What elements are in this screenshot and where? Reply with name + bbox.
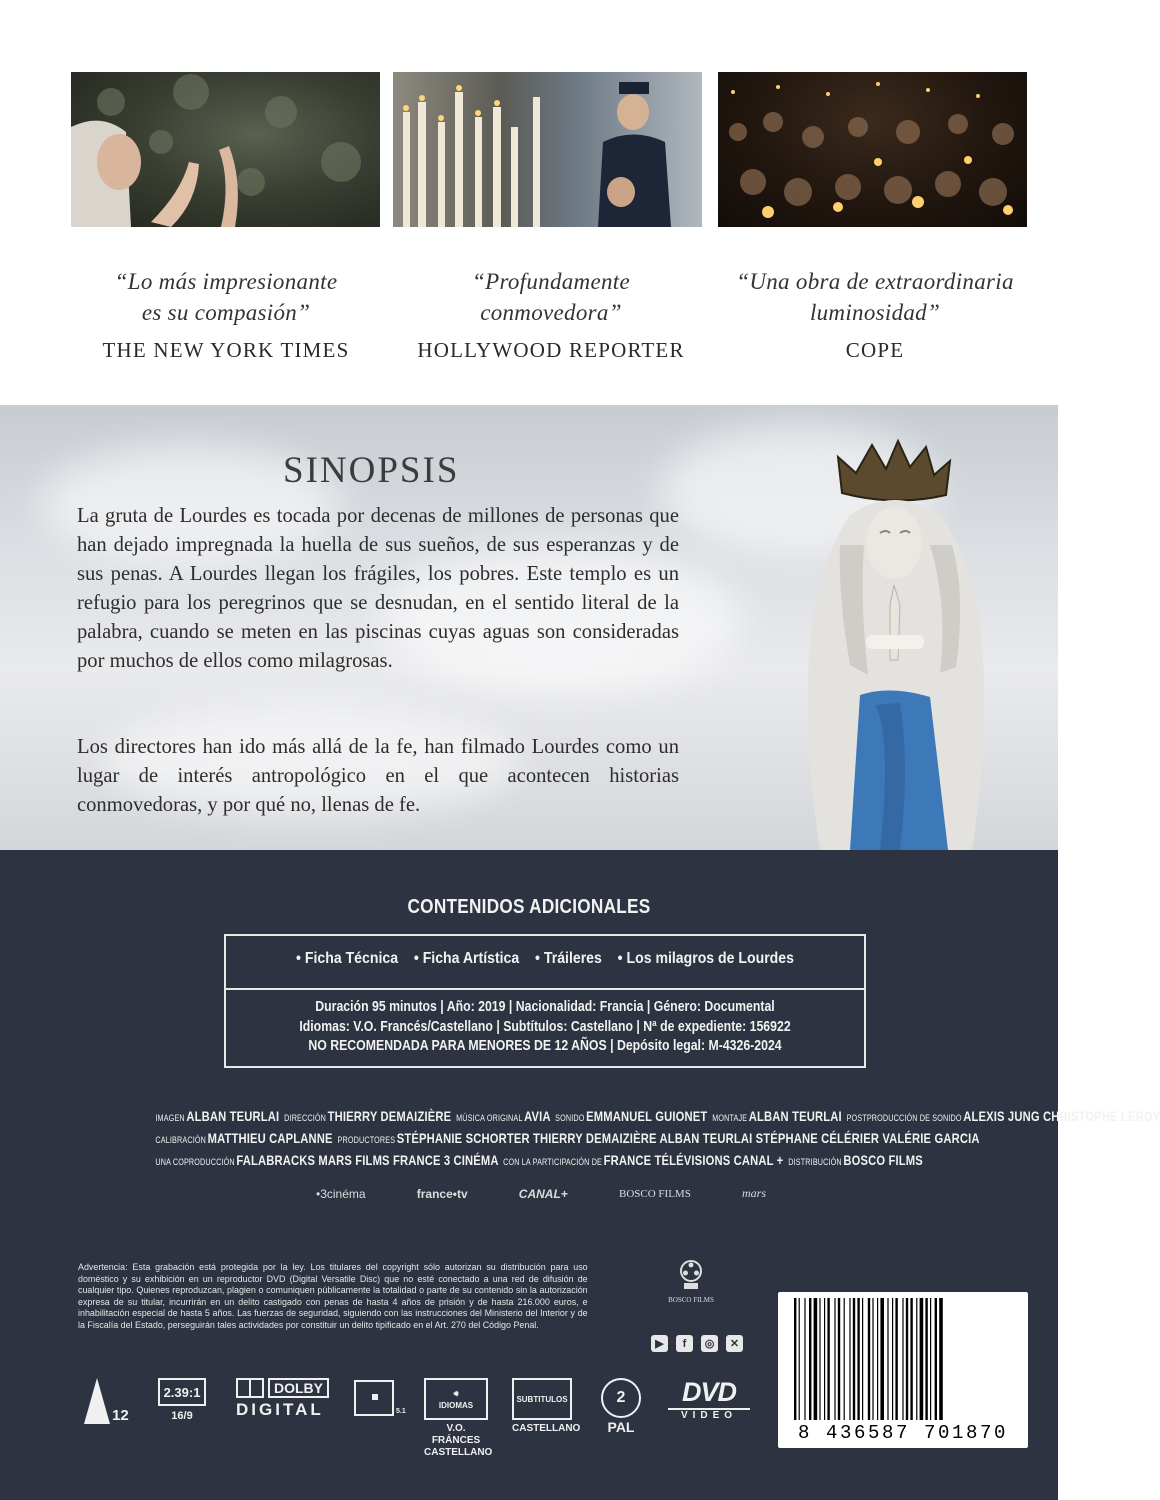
back-cover-info-panel <box>0 850 1160 1500</box>
subtitulos-label: SUBTITULOS <box>512 1378 572 1420</box>
barcode-bar <box>930 1298 931 1420</box>
photo-candle-vigil-crowd <box>718 72 1027 227</box>
film-reel-icon <box>678 1260 704 1290</box>
copyright-warning: Advertencia: Esta grabación está protegida por la ley. Los titulares del copyright sólo autorizan su distribución para uso doméstico y su exhibición en un reproductor DVD (Digital Versatile Disc) que no esté conectado a una red de difusión de cualquier tipo. Quienes reproduzcan, plagien o comuniquen públicamente la totalidad o parte de su contenido sin la autorización expresa de su titular, incurrirán en un delito castigado con penas de hasta 4 años de prisión y de hasta 216.000 euros, e inhabilitación especial de hasta 5 años. Las fuerzas de seguridad, siguiendo con las instrucciones del Ministerio del Interior y de la Fiscalía del Estado, perseguirán tales actividades por constituir un delito tipificado en el Art. 270 del Código Penal. <box>78 1262 588 1331</box>
quote-text-line2: conmovedora” <box>480 300 622 325</box>
barcode-number: 8 436587 701870 <box>797 1422 1009 1444</box>
barcode-bar <box>902 1298 903 1420</box>
barcode-bar <box>916 1298 917 1420</box>
age-rating-value: 12 <box>112 1407 129 1424</box>
social-icons <box>651 1335 743 1352</box>
dolby-digital-badge <box>236 1378 406 1420</box>
extras-box <box>224 934 866 1068</box>
barcode-bar <box>799 1298 800 1420</box>
bosco-emblem-label: BOSCO FILMS <box>668 1296 714 1304</box>
credit-role: MONTAJE <box>712 1113 748 1123</box>
barcode-bar <box>849 1298 850 1420</box>
quote-source: COPE <box>845 338 905 362</box>
x-twitter-icon[interactable]: ✕ <box>726 1335 743 1352</box>
credit-role: DISTRIBUCIÓN <box>788 1157 842 1167</box>
technical-specs <box>271 998 820 1057</box>
barcode-bar <box>814 1298 818 1420</box>
credit-name: BOSCO FILMS <box>843 1152 923 1168</box>
barcode-bar <box>838 1298 840 1420</box>
extras-item: • Ficha Artística <box>414 950 519 968</box>
barcode-bar <box>887 1298 888 1420</box>
quote-text-line2: luminosidad” <box>809 300 941 325</box>
barcode-bars <box>794 1298 1012 1420</box>
barcode-bar <box>834 1298 835 1420</box>
barcode-bar <box>844 1298 845 1420</box>
video-label: VIDEO <box>668 1408 750 1421</box>
idiomas-label: IDIOMAS <box>438 1400 474 1410</box>
dvd-label: DVD <box>681 1377 736 1407</box>
virgin-statue-image <box>780 435 1010 850</box>
barcode-bar <box>827 1298 829 1420</box>
digital-label: DIGITAL <box>236 1400 324 1419</box>
tech-line: Idiomas: V.O. Francés/Castellano | Subtítulos: Castellano | Nª de expediente: 156922 <box>299 1018 791 1035</box>
bosco-films-logo: BOSCO FILMS <box>618 1187 691 1200</box>
credit-name: ALBAN TEURLAI <box>186 1108 280 1124</box>
audio-language-2: CASTELLANO <box>424 1447 493 1458</box>
globe-icon <box>601 1378 641 1418</box>
dvd-video-logo <box>668 1378 750 1421</box>
press-quote-cope <box>710 266 1040 363</box>
youtube-icon[interactable]: ▶ <box>651 1335 668 1352</box>
photo-candles-soldier <box>393 72 702 227</box>
aspect-ratio-badge <box>158 1378 206 1422</box>
credit-name: MATTHIEU CAPLANNE <box>207 1130 333 1146</box>
surround-channels-icon <box>354 1380 394 1416</box>
credits-line-2 <box>154 1130 980 1146</box>
quote-text-line1: “Profundamente <box>472 269 630 294</box>
quote-source: THE NEW YORK TIMES <box>102 338 350 362</box>
barcode-bar <box>935 1298 937 1420</box>
quote-text-line1: “Lo más impresionante <box>114 269 338 294</box>
credit-name: FALABRACKS MARS FILMS FRANCE 3 CINÉMA <box>236 1152 499 1168</box>
quote-text-line1: “Una obra de extraordinaria <box>736 269 1014 294</box>
canal-plus-logo: CANAL+ <box>518 1186 568 1201</box>
barcode-bar <box>862 1298 863 1420</box>
credit-role: CALIBRACIÓN <box>155 1135 206 1145</box>
dolby-double-d-icon <box>236 1378 264 1398</box>
mars-films-logo: mars <box>741 1186 766 1200</box>
credit-role: POSTPRODUCCIÓN DE SONIDO <box>846 1113 962 1123</box>
credit-name: STÉPHANIE SCHORTER THIERRY DEMAIZIÈRE ALBAN TEURLAI STÉPHANE CÉLÉRIER VALÉRIE GARCIA <box>396 1130 980 1146</box>
screen-format: 16/9 <box>171 1410 193 1422</box>
barcode-bar <box>920 1298 924 1420</box>
channels-label: 5.1 <box>396 1408 406 1415</box>
credit-role: IMAGEN <box>155 1113 185 1123</box>
france-tv-logo: france•tv <box>416 1186 468 1201</box>
instagram-icon[interactable]: ◎ <box>701 1335 718 1352</box>
synopsis-section <box>0 405 1058 850</box>
credit-role: DIRECCIÓN <box>284 1113 327 1123</box>
barcode <box>778 1292 1028 1448</box>
credits-line-3 <box>154 1152 923 1168</box>
synopsis-title: SINOPSIS <box>283 450 460 491</box>
pal-label: PAL <box>607 1419 635 1435</box>
facebook-icon[interactable]: f <box>676 1335 693 1352</box>
credit-name: ALBAN TEURLAI <box>748 1108 842 1124</box>
quote-text-line2: es su compasión” <box>141 300 311 325</box>
credit-role: CON LA PARTICIPACIÓN DE <box>503 1157 603 1167</box>
dolby-label: DOLBY <box>268 1378 329 1398</box>
credit-name: THIERRY DEMAIZIÈRE <box>327 1108 452 1124</box>
age-rating-badge <box>84 1378 129 1424</box>
barcode-bar <box>877 1298 878 1420</box>
barcode-bar <box>906 1298 908 1420</box>
barcode-bar <box>819 1298 820 1420</box>
credit-name: EMMANUEL GUIONET <box>586 1108 708 1124</box>
barcode-bar <box>939 1298 943 1420</box>
synopsis-paragraph-1: La gruta de Lourdes es tocada por decenas de millones de personas que han dejado impregnada la huella de sus sueños, de sus esperanzas y de sus penas. A Lourdes llegan los frágiles, los pobres. Este templo es un refugio para los peregrinos que se desnudan, en el sentido literal de la palabra, cuando se meten en las piscinas cuyas aguas son consideradas por muchos de ellos como milagrosas. <box>77 505 679 672</box>
barcode-bar <box>910 1298 912 1420</box>
photo-grotto-hands <box>71 72 380 227</box>
credit-name: FRANCE TÉLÉVISIONS CANAL + <box>603 1152 784 1168</box>
age-rating-icon <box>84 1378 110 1424</box>
divider <box>226 988 864 990</box>
extras-title: CONTENIDOS ADICIONALES <box>407 896 651 918</box>
barcode-bar <box>809 1298 811 1420</box>
extras-item: • Ficha Técnica <box>296 950 398 968</box>
subtitles-badge <box>512 1378 581 1434</box>
barcode-bar <box>872 1298 873 1420</box>
credit-role: UNA COPRODUCCIÓN <box>155 1157 235 1167</box>
extras-item: • Tráileres <box>535 950 602 968</box>
tech-line: NO RECOMENDADA PARA MENORES DE 12 AÑOS | Depósito legal: M-4326-2024 <box>308 1038 782 1054</box>
credit-role: PRODUCTORES <box>337 1135 396 1145</box>
bosco-films-emblem <box>664 1260 718 1304</box>
synopsis-paragraph-2: Los directores han ido más allá de la fe, han filmado Lourdes como un lugar de interés antropológico en el que acontecen historias conmovedoras, y por qué no, llenas de fe. <box>77 736 679 816</box>
credit-name: AVIA <box>524 1108 551 1124</box>
aspect-ratio-value: 2.39:1 <box>158 1378 206 1406</box>
credit-name: ALEXIS JUNG CHRISTOPHE LEROY <box>963 1108 1160 1124</box>
tech-line: Duración 95 minutos | Año: 2019 | Nacionalidad: Francia | Género: Documental <box>315 999 775 1015</box>
company-logos <box>316 1186 766 1201</box>
barcode-bar <box>804 1298 805 1420</box>
press-quote-hollywood-reporter <box>386 266 716 363</box>
audio-languages-badge <box>424 1378 493 1459</box>
credits-line-1 <box>154 1108 1160 1124</box>
quote-source: HOLLYWOOD REPORTER <box>417 338 685 362</box>
barcode-bar <box>868 1298 870 1420</box>
barcode-bar <box>794 1298 796 1420</box>
barcode-bar <box>895 1298 897 1420</box>
extras-list <box>264 950 825 968</box>
barcode-bar <box>857 1298 859 1420</box>
barcode-bar <box>925 1298 927 1420</box>
barcode-bar <box>824 1298 825 1420</box>
press-quote-nyt <box>61 266 391 363</box>
subtitles-language: CASTELLANO <box>512 1423 581 1434</box>
barcode-bar <box>853 1298 855 1420</box>
credit-role: MÚSICA ORIGINAL <box>456 1113 523 1123</box>
audio-language-1: V.O. FRÁNCES <box>431 1423 481 1446</box>
pal-region-badge <box>598 1378 644 1435</box>
barcode-bar <box>880 1298 884 1420</box>
france3-cinema-logo: •3cinéma <box>316 1186 366 1201</box>
barcode-bar <box>892 1298 893 1420</box>
region-code: 2 <box>616 1389 626 1406</box>
extras-item: • Los milagros de Lourdes <box>618 950 794 968</box>
speaker-icon: 🔊︎ <box>453 1388 459 1398</box>
credit-role: SONIDO <box>555 1113 585 1123</box>
